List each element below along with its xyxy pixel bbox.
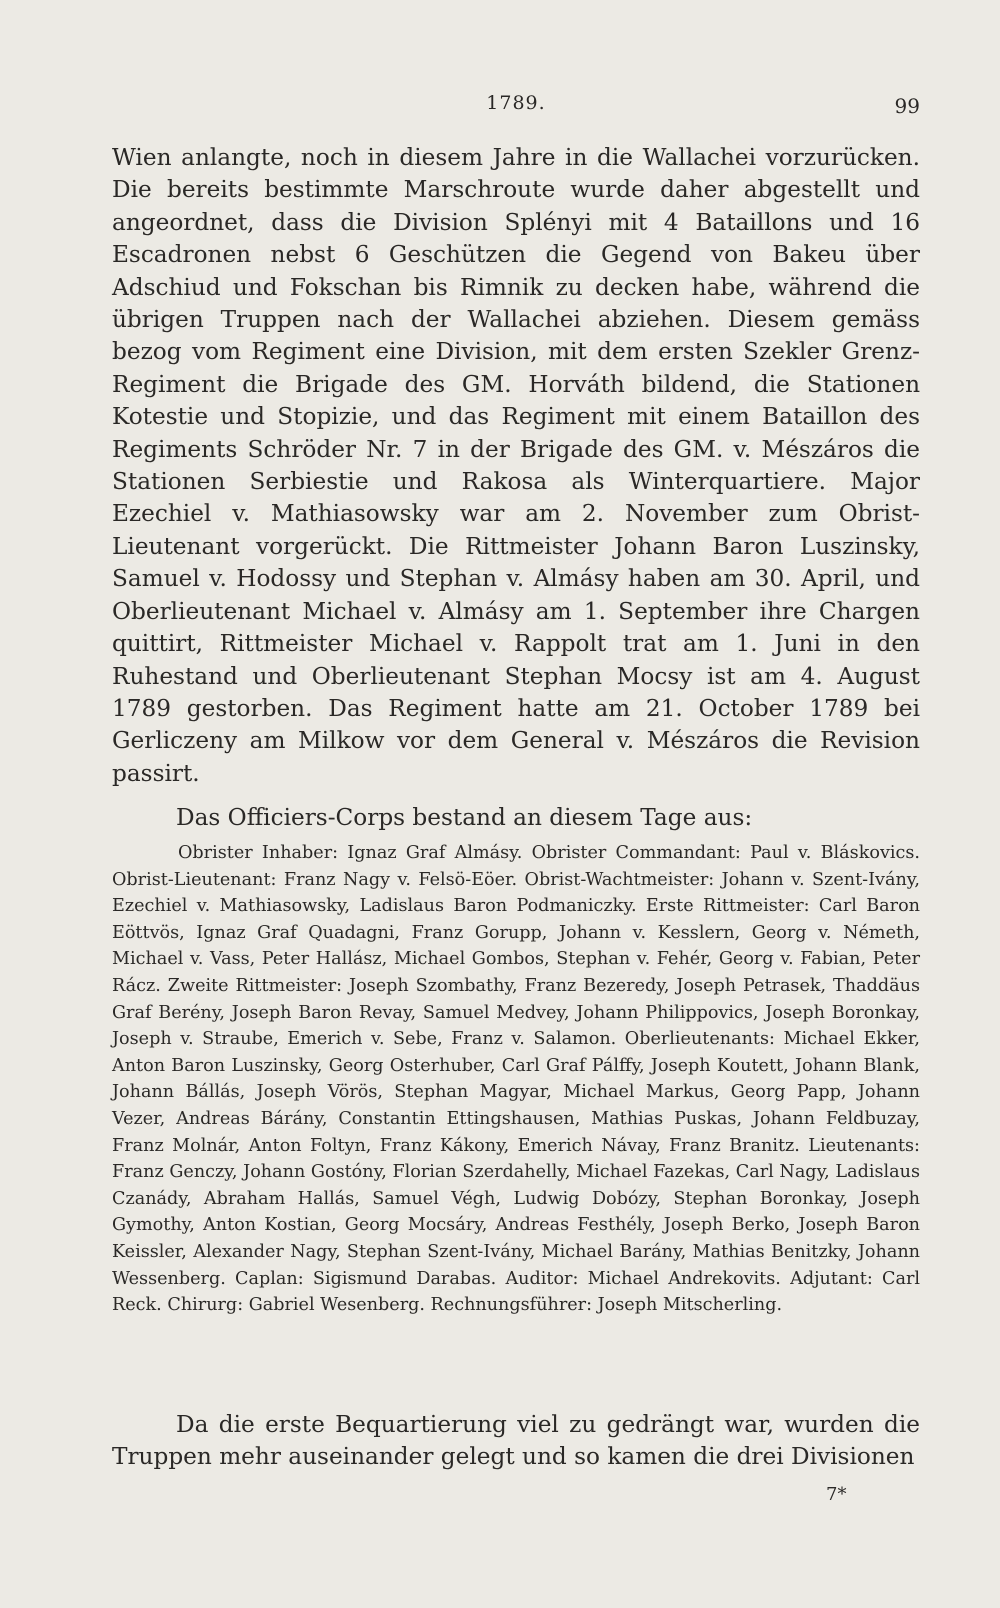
closing-paragraph-block <box>112 1409 920 1474</box>
page-header <box>112 92 920 122</box>
page-number: 99 <box>894 94 920 118</box>
officers-heading: Das Officiers-Corps bestand an diesem Tage aus: <box>176 804 753 831</box>
main-paragraph-block <box>112 142 920 790</box>
main-paragraph: Wien anlangte, noch in diesem Jahre in die Wallachei vorzurücken. Die bereits bestimmte Marschroute wurde daher abgestellt und angeordnet, dass die Division Splényi mit 4 Bataillons und 16 Escadronen nebst 6 Geschützen die Gegend von Bakeu über Adschiud und Fokschan bis Rimnik zu decken habe, während die übrigen Truppen nach der Wallachei abziehen. Diesem gemäss bezog vom Regiment eine Division, mit dem ersten Szekler Grenz-Regiment die Brigade des GM. Horváth bildend, die Stationen Kotestie und Stopizie, und das Regiment mit einem Bataillon des Regiments Schröder Nr. 7 in der Brigade des GM. v. Mészáros die Stationen Serbiestie und Rakosa als Winterquartiere. Major Ezechiel v. Mathiasowsky war am 2. November zum Obrist-Lieutenant vorgerückt. Die Rittmeister Johann Baron Luszinsky, Samuel v. Hodossy und Stephan v. Almásy haben am 30. April, und Oberlieutenant Michael v. Almásy am 1. September ihre Chargen quittirt, Rittmeister Michael v. Rappolt trat am 1. Juni in den Ruhestand und Oberlieutenant Stephan Mocsy ist am 4. August 1789 gestorben. Das Regiment hatte am 21. October 1789 bei Gerliczeny am Milkow vor dem General v. Mészáros die Revision passirt. <box>112 144 920 787</box>
signature-mark: 7* <box>826 1484 847 1505</box>
officers-list: Obrister Inhaber: Ignaz Graf Almásy. Obrister Commandant: Paul v. Bláskovics. Obrist-Lieutenant: Franz Nagy v. Felsö-Eöer. Obrist-Wachtmeister: Johann v. Szent-Ivány, Ezechiel v. Mathiasowsky, Ladislaus Baron Podmaniczky. Erste Rittmeister: Carl Baron Eöttvös, Ignaz Graf Quadagni, Franz Gorupp, Johann v. Kesslern, Georg v. Németh, Michael v. Vass, Peter Hallász, Michael Gombos, Stephan v. Fehér, Georg v. Fabian, Peter Rácz. Zweite Rittmeister: Joseph Szombathy, Franz Bezeredy, Joseph Petrasek, Thaddäus Graf Berény, Joseph Baron Revay, Samuel Medvey, Johann Philippovics, Joseph Boronkay, Joseph v. Straube, Emerich v. Sebe, Franz v. Salamon. Oberlieutenants: Michael Ekker, Anton Baron Luszinsky, Georg Osterhuber, Carl Graf Pálffy, Joseph Koutett, Johann Blank, Johann Bállás, Joseph Vörös, Stephan Magyar, Michael Markus, Georg Papp, Johann Vezer, Andreas Bárány, Constantin Ettingshausen, Mathias Puskas, Johann Feldbuzay, Franz Molnár, Anton Foltyn, Franz Kákony, Emerich Návay, Franz Branitz. Lieutenants: Franz Genczy, Johann Gostóny, Florian Szerdahelly, Michael Fazekas, Carl Nagy, Ladislaus Czanády, Abraham Hallás, Samuel Végh, Ludwig Dobózy, Stephan Boronkay, Joseph Gymothy, Anton Kostian, Georg Mocsáry, Andreas Festhély, Joseph Berko, Joseph Baron Keissler, Alexander Nagy, Stephan Szent-Ivány, Michael Barány, Mathias Benitzky, Johann Wessenberg. Caplan: Sigismund Darabas. Auditor: Michael Andrekovits. Adjutant: Carl Reck. Chirurg: Gabriel Wesenberg. Rechnungsführer: Joseph Mitscherling. <box>112 843 920 1316</box>
officers-list-block <box>112 840 920 1319</box>
running-head-year: 1789. <box>486 92 546 114</box>
closing-paragraph: Da die erste Bequartierung viel zu gedrängt war, wurden die Truppen mehr auseinander gelegt und so kamen die drei Divisionen <box>112 1411 920 1471</box>
